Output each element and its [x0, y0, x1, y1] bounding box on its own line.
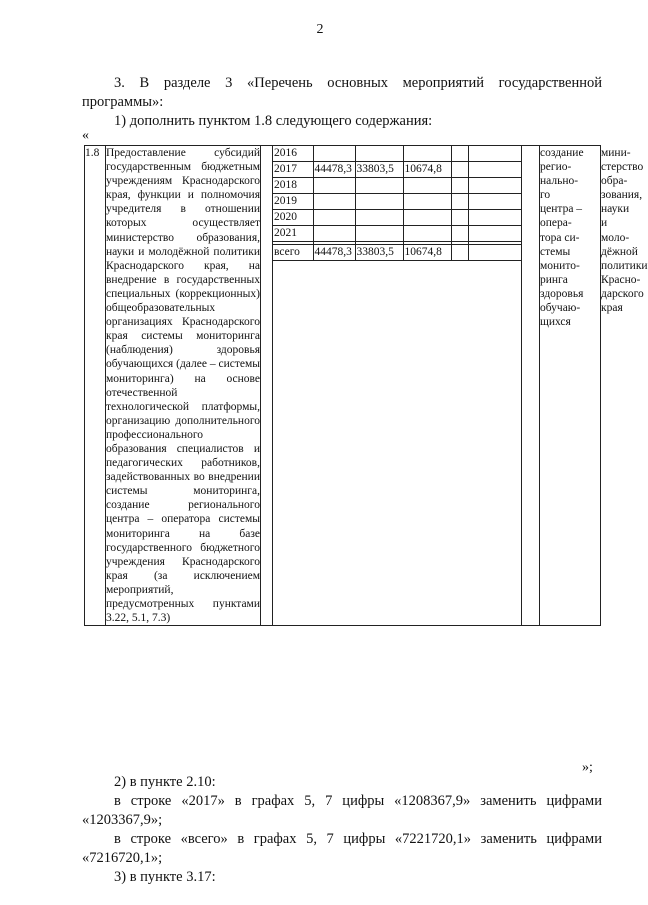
finance-extra	[468, 146, 522, 162]
finance-federal: 10674,8	[403, 245, 451, 261]
amend-point-2: 2) в пункте 2.10:	[114, 774, 216, 790]
finance-regional	[355, 146, 403, 162]
intro-line-3: 1) дополнить пунктом 1.8 следующего содержания:	[114, 113, 433, 129]
finance-federal	[403, 194, 451, 210]
finance-row	[273, 178, 522, 194]
finance-year: 2018	[273, 178, 313, 194]
finance-federal	[403, 178, 451, 194]
finance-year: 2019	[273, 194, 313, 210]
page-number: 2	[316, 22, 324, 37]
finance-local	[451, 162, 468, 178]
finance-local	[451, 194, 468, 210]
finance-regional	[355, 194, 403, 210]
finance-row	[273, 162, 522, 178]
finance-total	[313, 146, 355, 162]
finance-cell	[273, 146, 522, 626]
amend-line-a1: в строке «2017» в графах 5, 7 цифры «1208367,9» заменить цифрами	[114, 793, 602, 809]
finance-regional: 33803,5	[355, 245, 403, 261]
finance-federal	[403, 226, 451, 242]
finance-total: 44478,3	[313, 162, 355, 178]
finance-total	[313, 226, 355, 242]
amend-line-b2: «7216720,1»;	[82, 850, 163, 866]
finance-total-row	[273, 245, 522, 261]
finance-local	[451, 245, 468, 261]
finance-regional	[355, 210, 403, 226]
amend-line-b1: в строке «всего» в графах 5, 7 цифры «7221720,1» заменить цифрами	[114, 831, 602, 847]
finance-local	[451, 226, 468, 242]
finance-year: всего	[273, 245, 313, 261]
quote-open: «	[82, 128, 89, 143]
finance-extra	[468, 245, 522, 261]
finance-regional: 33803,5	[355, 162, 403, 178]
row-result: создание регио- нально- го центра – опера- тора си- стемы монито- ринга здоровья обучаю- щихся	[540, 146, 601, 626]
finance-federal	[403, 146, 451, 162]
finance-total	[313, 178, 355, 194]
finance-row	[273, 194, 522, 210]
row-number: 1.8	[85, 146, 106, 626]
intro-line-2: программы»:	[82, 94, 164, 110]
finance-year: 2020	[273, 210, 313, 226]
finance-extra	[468, 194, 522, 210]
finance-federal: 10674,8	[403, 162, 451, 178]
finance-extra	[468, 226, 522, 242]
row-description: Предоставление субсидий государственным бюджетным учреждениям Краснодарского края, функции и полномочия учредителя в отношении которых осуществляет министерство образования, науки и молодёжной политики Краснодарского края, на внедрение в государственных специальных (коррекционных) общеобразовательных организациях Краснодарского края системы мониторинга (наблюдения) здоровья обучающихся (далее – системы мониторинга) на основе отечественной технологической платформы, организацию дополнительного профессионального образования специалистов и педагогических работников, задействованных во внедрении системы мониторинга, создание регионального центра – оператора системы мониторинга на базе государственного бюджетного учреждения Краснодарского края (за исключением мероприятий, предусмотренных пунктами 3.22, 5.1, 7.3)	[106, 147, 260, 625]
finance-total: 44478,3	[313, 245, 355, 261]
finance-total	[313, 210, 355, 226]
intro-line-1: 3. В разделе 3 «Перечень основных мероприятий государственной	[114, 75, 602, 91]
quote-close: »;	[582, 760, 593, 775]
finance-federal	[403, 210, 451, 226]
table-row: 1.8 Предоставление субсидий государственным бюджетным учреждениям Краснодарского края, функции и полномочия учредителя в отношении которых осуществляет министерство образования, науки и молодёжной политики Краснодарского края, на внедрение в государственных специальных (коррекционных) общеобразовательных организациях Краснодарского края системы мониторинга (наблюдения) здоровья обучающихся (далее – системы мониторинга) на основе отечественной технологической платформы, организацию дополнительного профессионального образования специалистов и педагогических работников, задействованных во внедрении системы мониторинга, создание регионального центра – оператора системы мониторинга на базе государственного бюджетного учреждения Краснодарского края (за исключением мероприятий, предусмотренных пунктами 3.22, 5.1, 7.3) 2016 2017 44478,3 33803,5 10674,8 2018 2019 2020 2021 всего 44478,3 33803,5 10674,8 создание регио- нально- го центра – опера- тора си- стемы монито- ринга здоровья обучаю- щихся мини- стерство обра- зования, науки и моло- дёжной политики Краснo- дарского края	[85, 147, 648, 625]
finance-year: 2021	[273, 226, 313, 242]
finance-year: 2017	[273, 162, 313, 178]
finance-row	[273, 226, 522, 242]
finance-row	[273, 210, 522, 226]
measures-table	[84, 145, 648, 626]
amend-point-3: 3) в пункте 3.17:	[114, 869, 216, 885]
finance-local	[451, 210, 468, 226]
finance-total	[313, 194, 355, 210]
empty-column	[522, 146, 540, 626]
empty-column	[261, 146, 273, 626]
finance-extra	[468, 162, 522, 178]
finance-regional	[355, 178, 403, 194]
finance-year: 2016	[273, 146, 313, 162]
finance-local	[451, 146, 468, 162]
finance-extra	[468, 210, 522, 226]
finance-row	[273, 146, 522, 162]
finance-local	[451, 178, 468, 194]
finance-table	[273, 146, 522, 261]
amend-line-a2: «1203367,9»;	[82, 812, 163, 828]
finance-extra	[468, 178, 522, 194]
finance-regional	[355, 226, 403, 242]
